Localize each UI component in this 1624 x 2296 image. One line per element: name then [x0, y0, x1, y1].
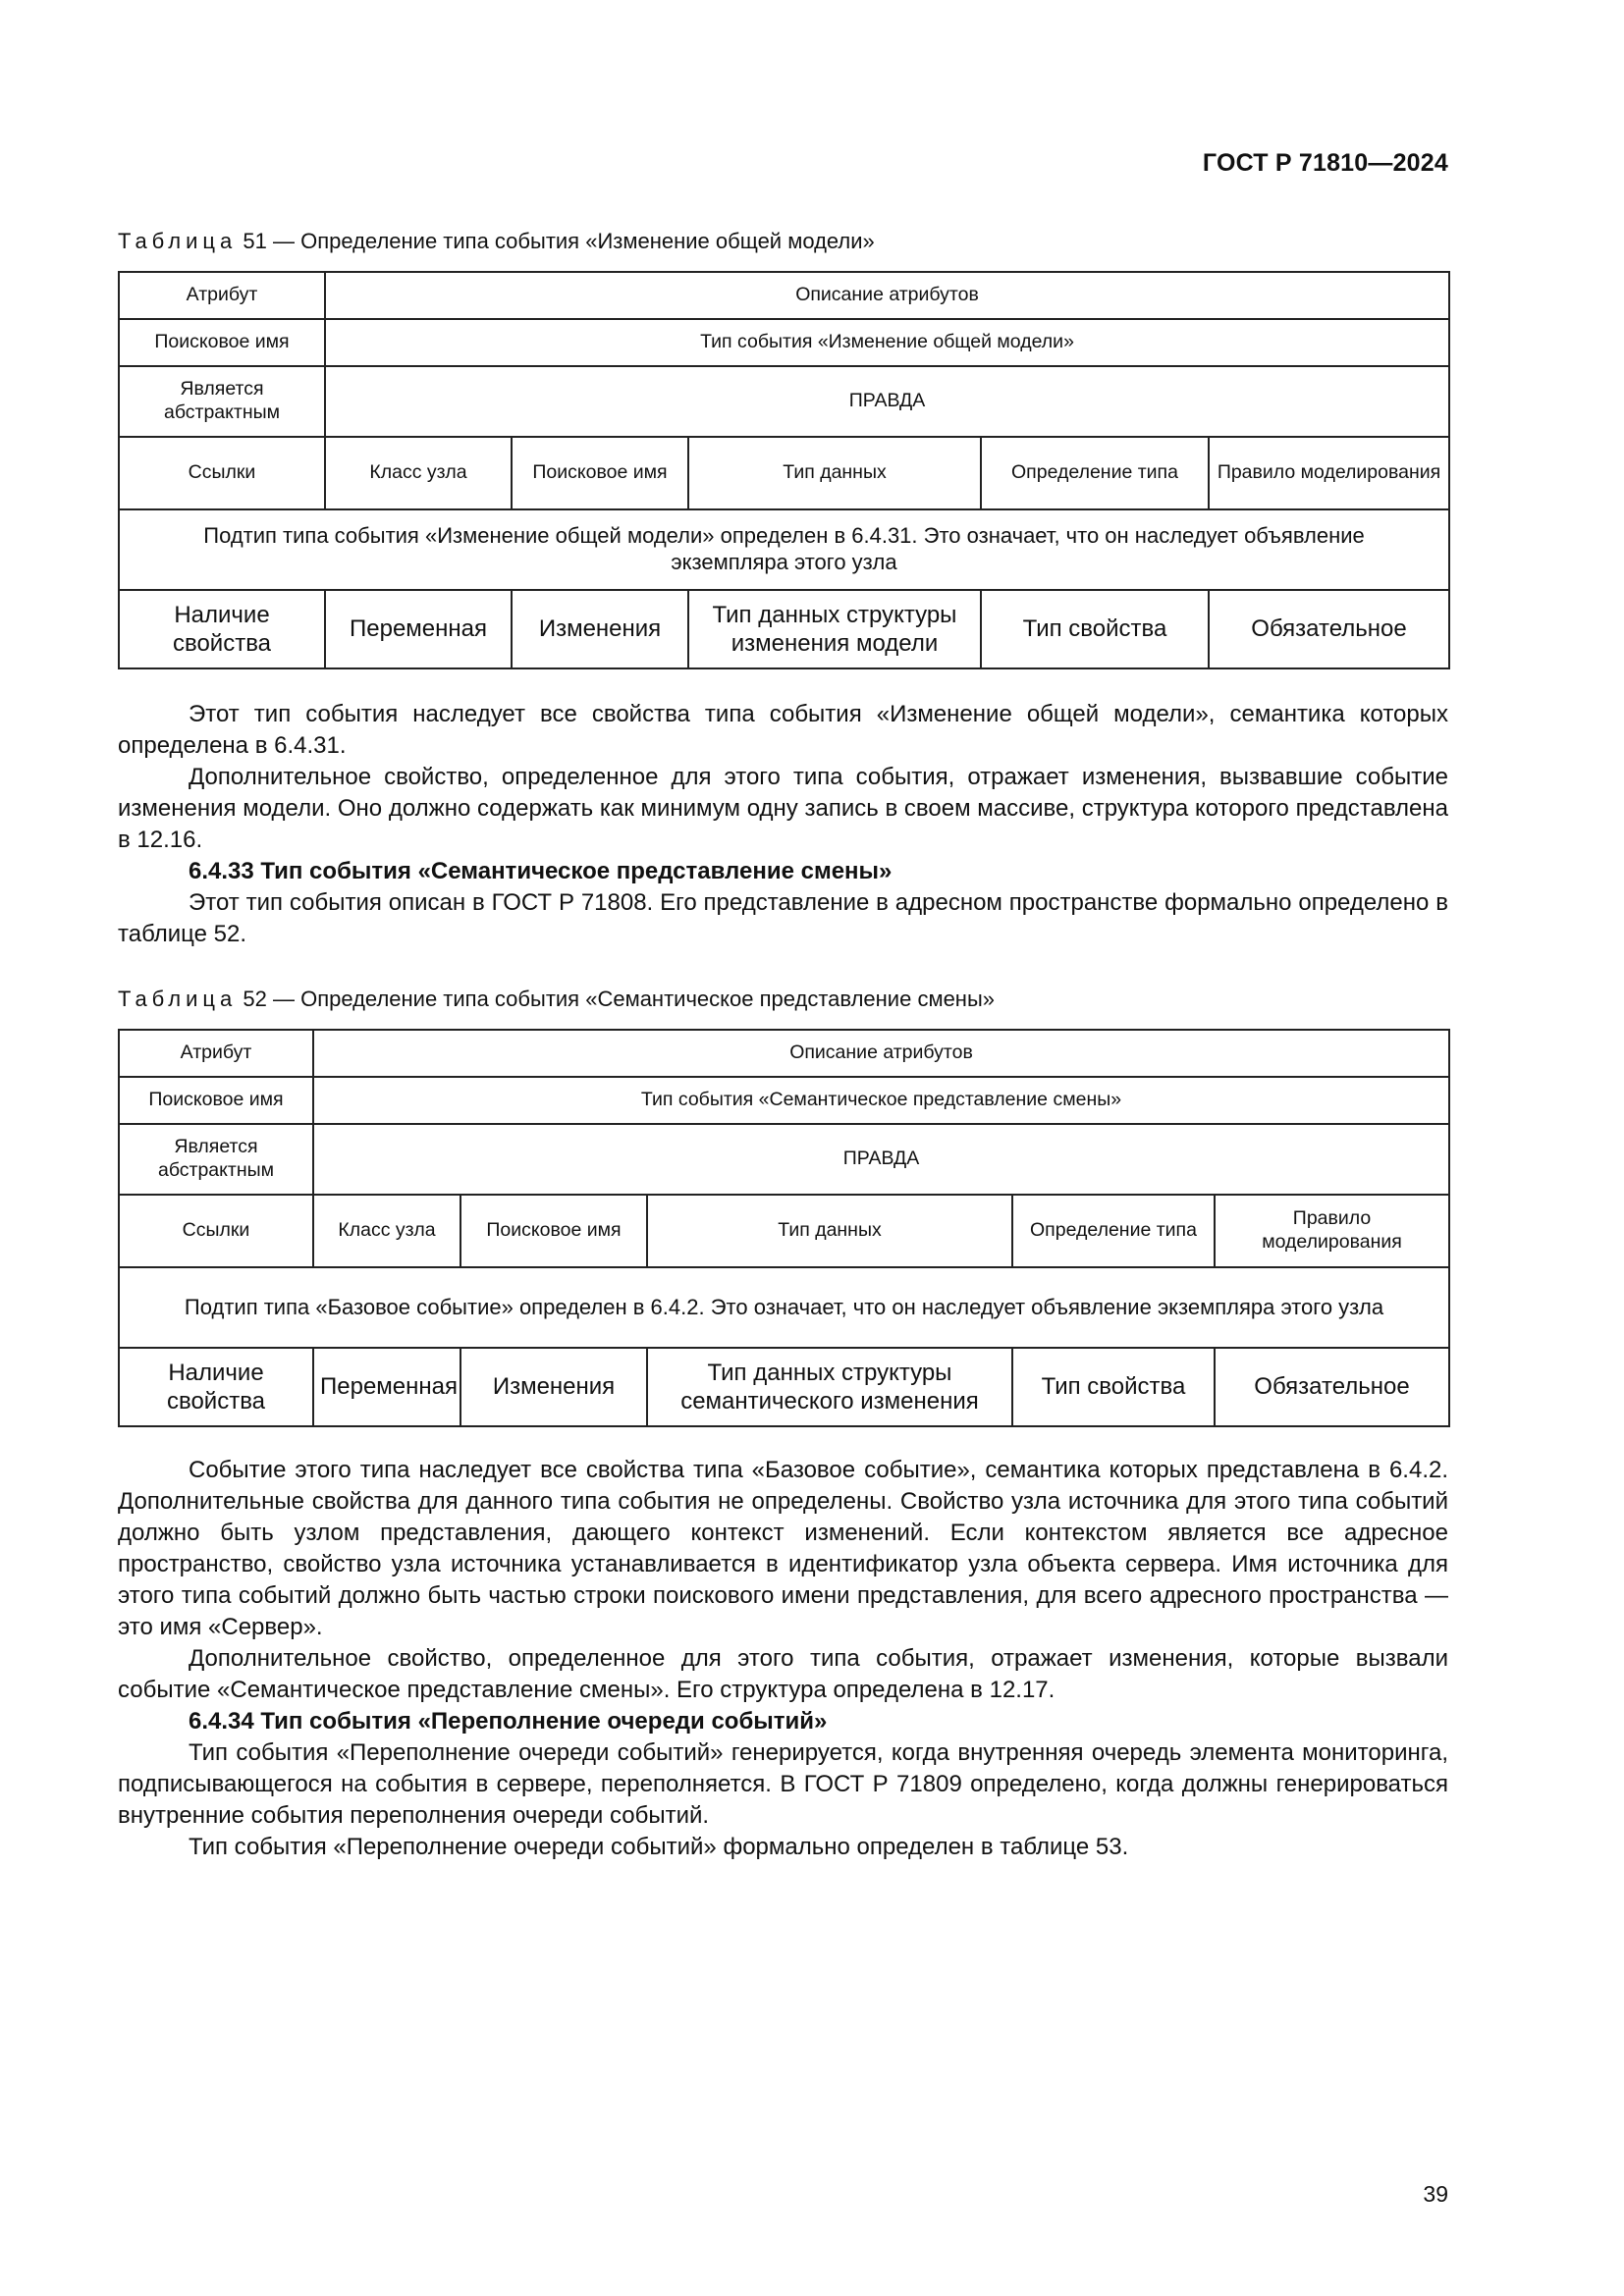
- table-52-caption-text: 52 — Определение типа события «Семантическое представление смены»: [243, 987, 995, 1011]
- table-52-prop-label: Наличие свойства: [119, 1348, 313, 1426]
- paragraph: Этот тип события описан в ГОСТ Р 71808. Его представление в адресном пространстве формально определено в таблице 52.: [118, 889, 1448, 947]
- section-heading-6-4-33: 6.4.33 Тип события «Семантическое представление смены»: [189, 858, 893, 884]
- table-52-attr-header: Атрибут: [119, 1030, 313, 1077]
- table-52-prop-value: Переменная: [313, 1348, 460, 1426]
- table-51-caption: [118, 229, 875, 254]
- table-51-subtype-note: Подтип типа события «Изменение общей модели» определен в 6.4.31. Это означает, что он наследует объявление экземпляра этого узла: [119, 509, 1449, 590]
- table-52-prop-value: Тип данных структуры семантического изменения: [647, 1348, 1012, 1426]
- section-heading-6-4-34: 6.4.34 Тип события «Переполнение очереди событий»: [189, 1708, 828, 1735]
- table-51-browse-label: Поисковое имя: [119, 319, 325, 366]
- table-51-desc-header: Описание атрибутов: [325, 272, 1449, 319]
- table-52-ref-header: Класс узла: [313, 1195, 460, 1267]
- table-52-browse-value: Тип события «Семантическое представление смены»: [313, 1077, 1449, 1124]
- table-52-caption-prefix: Таблица: [118, 987, 238, 1011]
- paragraph: Дополнительное свойство, определенное для этого типа события, отражает изменения, вызвавшие событие изменения модели. Оно должно содержать как минимум одну запись в своем массиве, структура которого представлена в 12.16.: [118, 764, 1448, 853]
- table-51-prop-value: Изменения: [512, 590, 688, 668]
- text-block-2: [118, 1455, 1448, 1863]
- table-52-prop-value: Тип свойства: [1012, 1348, 1215, 1426]
- table-52-ref-header: Определение типа: [1012, 1195, 1215, 1267]
- table-51-ref-header: Поисковое имя: [512, 437, 688, 509]
- table-52-abstract-value: ПРАВДА: [313, 1124, 1449, 1195]
- document-header: ГОСТ Р 71810—2024: [1202, 149, 1448, 177]
- table-52-ref-header: Поисковое имя: [460, 1195, 647, 1267]
- text-block-1: [118, 699, 1448, 950]
- table-51-abstract-value: ПРАВДА: [325, 366, 1449, 437]
- table-51-ref-header: Определение типа: [981, 437, 1209, 509]
- table-52-refs-label: Ссылки: [119, 1195, 313, 1267]
- table-51-caption-prefix: Таблица: [118, 229, 238, 253]
- table-51-ref-header: Правило моделирования: [1209, 437, 1449, 509]
- table-51-prop-label: Наличие свойства: [119, 590, 325, 668]
- paragraph: Тип события «Переполнение очереди событий» генерируется, когда внутренняя очередь элемента мониторинга, подписывающегося на события в сервере, переполняется. В ГОСТ Р 71809 определено, когда должны генерироваться внутренние события переполнения очереди событий.: [118, 1739, 1448, 1829]
- table-52-abstract-label: Является абстрактным: [119, 1124, 313, 1195]
- paragraph: Тип события «Переполнение очереди событий» формально определен в таблице 53.: [189, 1834, 1129, 1860]
- paragraph: Событие этого типа наследует все свойства типа «Базовое событие», семантика которых представлена в 6.4.2. Дополнительные свойства для данного типа события не определены. Свойство узла источника для этого типа событий должно быть узлом представления, дающего контекст изменений. Если контекстом является все адресное пространство, свойство узла источника устанавливается в идентификатор узла объекта сервера. Имя источника для этого типа событий должно быть частью строки поискового имени представления, для всего адресного пространства — это имя «Сервер».: [118, 1457, 1448, 1640]
- table-51-prop-value: Тип данных структуры изменения модели: [688, 590, 981, 668]
- table-51-prop-value: Обязательное: [1209, 590, 1449, 668]
- table-51-prop-value: Переменная: [325, 590, 512, 668]
- table-52-desc-header: Описание атрибутов: [313, 1030, 1449, 1077]
- page-number: 39: [1423, 2181, 1448, 2207]
- table-52: [118, 1029, 1450, 1427]
- table-51-caption-text: 51 — Определение типа события «Изменение общей модели»: [243, 229, 875, 253]
- table-51-attr-header: Атрибут: [119, 272, 325, 319]
- table-52-subtype-note: Подтип типа «Базовое событие» определен в 6.4.2. Это означает, что он наследует объявление экземпляра этого узла: [119, 1267, 1449, 1348]
- table-52-ref-header: Правило моделирования: [1215, 1195, 1449, 1267]
- table-52-ref-header: Тип данных: [647, 1195, 1012, 1267]
- table-51-browse-value: Тип события «Изменение общей модели»: [325, 319, 1449, 366]
- table-51-ref-header: Тип данных: [688, 437, 981, 509]
- table-51-prop-value: Тип свойства: [981, 590, 1209, 668]
- table-51-refs-label: Ссылки: [119, 437, 325, 509]
- table-52-prop-value: Обязательное: [1215, 1348, 1449, 1426]
- table-52-caption: [118, 987, 995, 1012]
- table-51: [118, 271, 1450, 669]
- paragraph: Дополнительное свойство, определенное для этого типа события, отражает изменения, которые вызвали событие «Семантическое представление смены». Его структура определена в 12.17.: [118, 1645, 1448, 1703]
- table-52-browse-label: Поисковое имя: [119, 1077, 313, 1124]
- table-51-abstract-label: Является абстрактным: [119, 366, 325, 437]
- paragraph: Этот тип события наследует все свойства типа события «Изменение общей модели», семантика которых определена в 6.4.31.: [118, 701, 1448, 759]
- table-51-ref-header: Класс узла: [325, 437, 512, 509]
- table-52-prop-value: Изменения: [460, 1348, 647, 1426]
